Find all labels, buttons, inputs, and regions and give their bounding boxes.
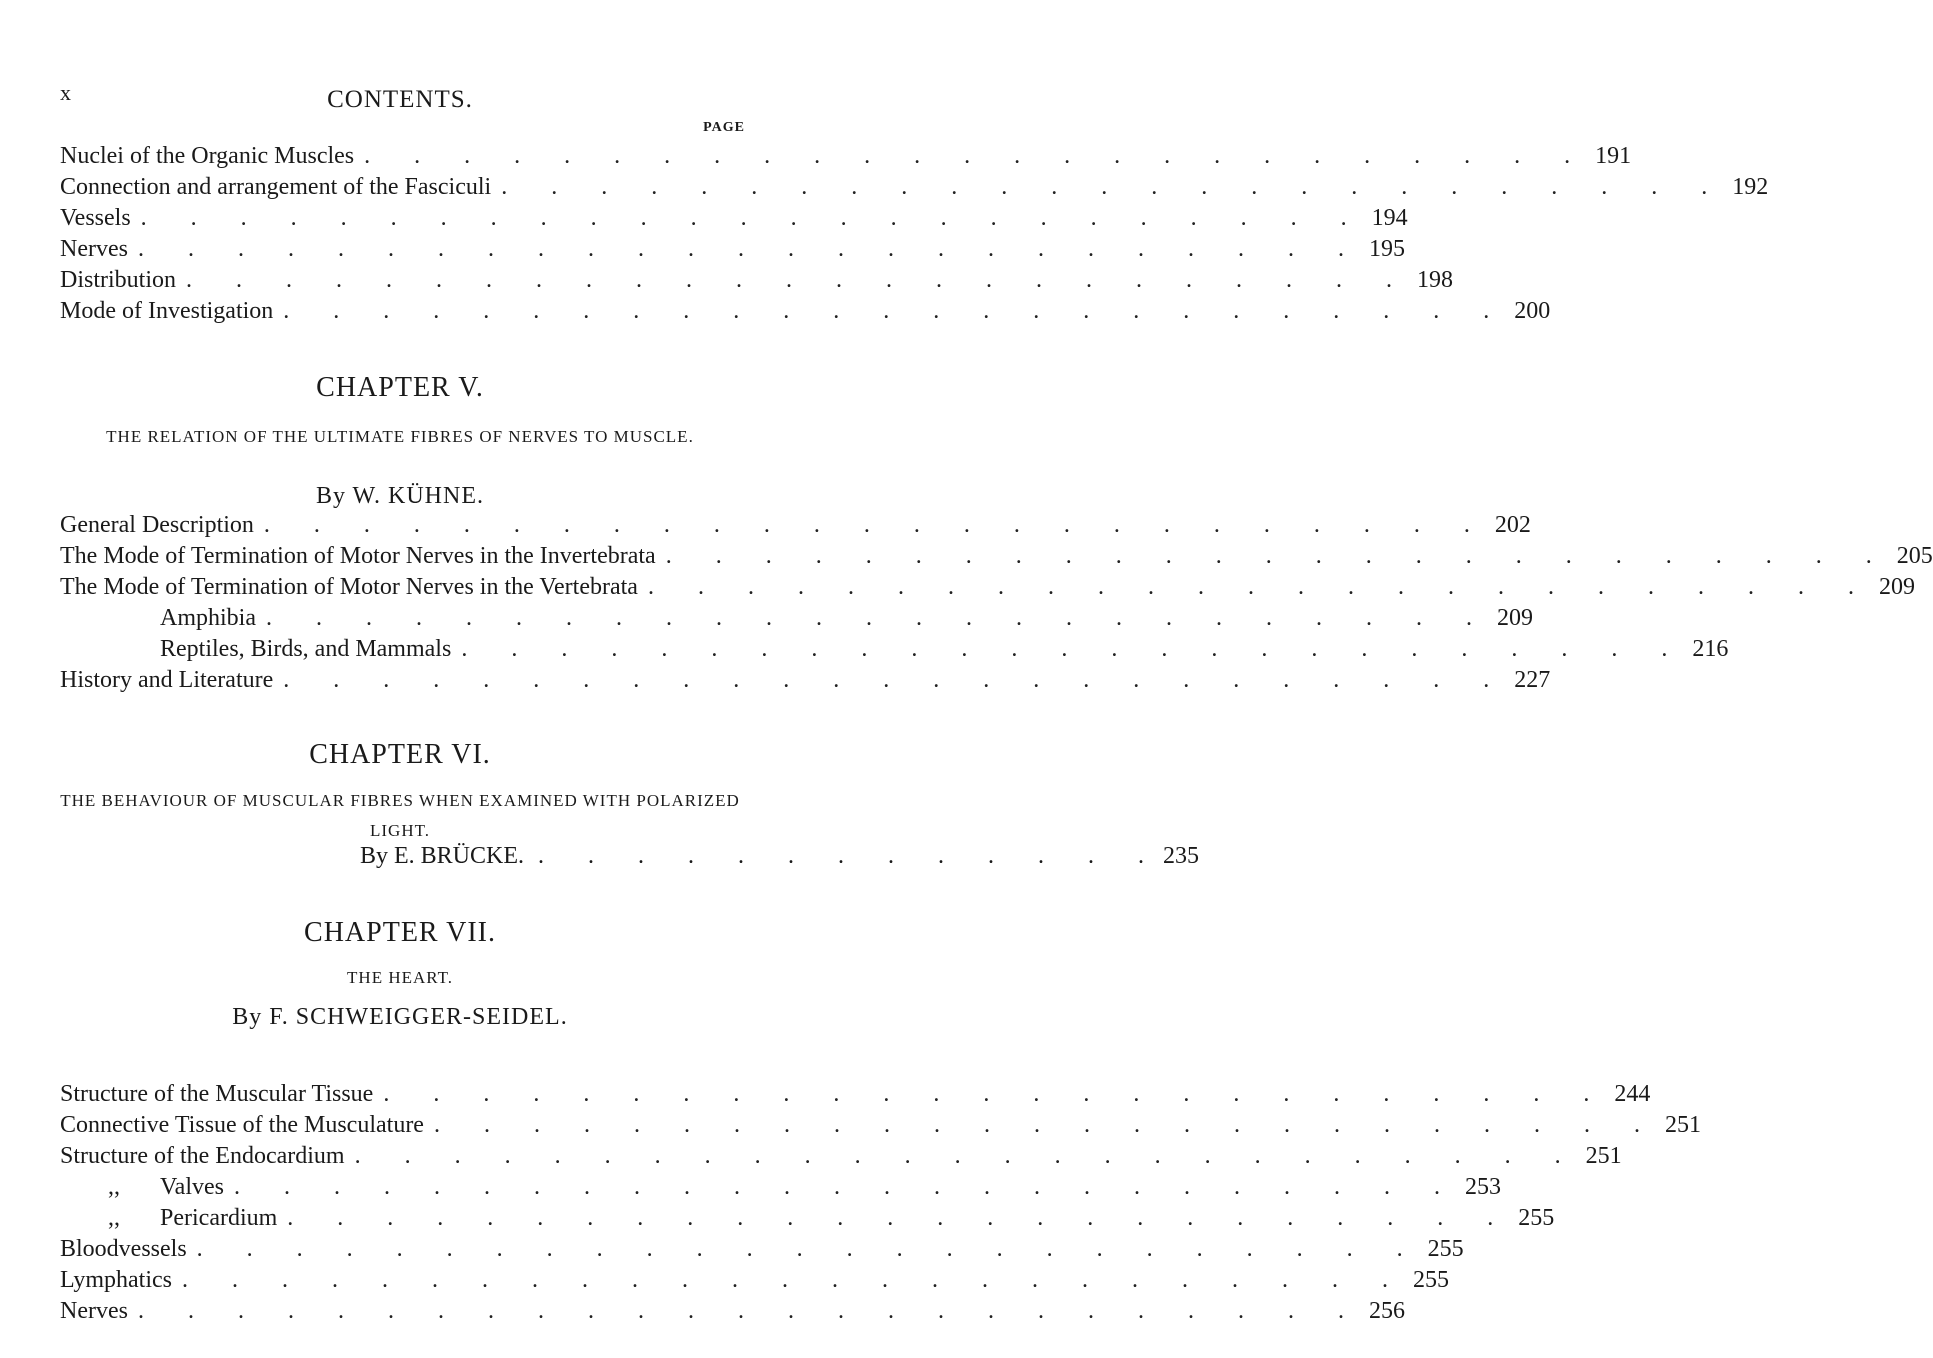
- toc-entry-title: Nuclei of the Organic Muscles: [60, 143, 355, 169]
- toc-entry: [60, 665, 1551, 695]
- ditto-mark: ,,: [108, 1174, 120, 1200]
- chapter-subtitle: THE BEHAVIOUR OF MUSCULAR FIBRES WHEN EXAMINED WITH POLARIZED LIGHT.: [60, 791, 740, 840]
- toc-entry-title: Connection and arrangement of the Fasciculi: [60, 174, 492, 200]
- dot-leader: . . . . . . . . . . . . . . . . . . . . . . . . .: [137, 236, 1363, 262]
- ditto-mark: ,,: [108, 1205, 120, 1231]
- dot-leader: . . . . . . . . . . . . . . . . . . . . . . . . .: [283, 667, 1509, 693]
- dot-leader: . . . . . . . . . . . . . . . . . . . . . . . . .: [196, 1236, 1422, 1262]
- toc-entry: [60, 1265, 1449, 1295]
- toc-entry: [60, 203, 1408, 233]
- chapter-author: By W. KÜHNE.: [315, 483, 484, 509]
- toc-entry-title: Vessels: [60, 205, 131, 231]
- toc-entry: [60, 234, 1405, 264]
- toc-entry: [60, 141, 1632, 171]
- dot-leader: . . . . . . . . . . . . . . . . . . . . . . . . .: [263, 512, 1489, 538]
- dot-leader: . . . . . . . . . . . . .: [538, 843, 1164, 869]
- toc-entry-page: 244: [1614, 1081, 1651, 1107]
- toc-entry: [60, 603, 1533, 633]
- toc-entry-title: Connective Tissue of the Musculature: [60, 1112, 424, 1138]
- toc-entry: [60, 572, 1915, 602]
- dot-leader: . . . . . . . . . . . . . . . . . . . . . . . . .: [181, 1267, 1407, 1293]
- toc-entry-title: ,, Pericardium: [108, 1205, 278, 1231]
- toc-entry-title: ,, Valves: [108, 1174, 224, 1200]
- toc-entry-page: 198: [1417, 267, 1454, 293]
- chapter-subtitle: THE RELATION OF THE ULTIMATE FIBRES OF NERVES TO MUSCLE.: [106, 427, 694, 446]
- toc-entry-page: 194: [1371, 205, 1408, 231]
- toc-entry: [60, 1203, 1555, 1233]
- toc-entry-title: Distribution: [60, 267, 177, 293]
- toc-entry-page: 251: [1585, 1143, 1622, 1169]
- toc-entry: [60, 1110, 1701, 1140]
- toc-entry-page: 255: [1518, 1205, 1555, 1231]
- chapter-author: By F. SCHWEIGGER-SEIDEL.: [232, 1004, 568, 1030]
- toc-entry-page: 192: [1732, 174, 1769, 200]
- dot-leader: . . . . . . . . . . . . . . . . . . . . . . . . .: [140, 205, 1366, 231]
- toc-entry-title: Reptiles, Birds, and Mammals: [160, 636, 452, 662]
- dot-leader: . . . . . . . . . . . . . . . . . . . . . . . . .: [433, 1112, 1659, 1138]
- toc-entry-title: Bloodvessels: [60, 1236, 187, 1262]
- dot-leader: . . . . . . . . . . . . . . . . . . . . . . . . .: [186, 267, 1412, 293]
- toc-entry-title: Mode of Investigation: [60, 298, 274, 324]
- dot-leader: . . . . . . . . . . . . . . . . . . . . . . . . .: [665, 543, 1891, 569]
- dot-leader: . . . . . . . . . . . . . . . . . . . . . . . . .: [287, 1205, 1513, 1231]
- chapter-author: By E. BRÜCKE.: [360, 843, 525, 869]
- page-column-label: PAGE: [703, 120, 745, 135]
- toc-entry-title: Nerves: [60, 1298, 128, 1324]
- toc-entry-page: 200: [1514, 298, 1551, 324]
- toc-entry-title: History and Literature: [60, 667, 274, 693]
- toc-entry: [60, 510, 1531, 540]
- chapter-heading: CHAPTER VI.: [309, 739, 491, 770]
- toc-entry-page: 209: [1497, 605, 1533, 631]
- toc-entry-page: 256: [1368, 1298, 1405, 1324]
- toc-entry-page: 216: [1692, 636, 1729, 662]
- dot-leader: . . . . . . . . . . . . . . . . . . . . . . . . .: [364, 143, 1590, 169]
- toc-entry: [60, 172, 1769, 202]
- dot-leader: . . . . . . . . . . . . . . . . . . . . . . . . .: [501, 174, 1727, 200]
- toc-entry-title: The Mode of Termination of Motor Nerves in the Invertebrata: [60, 543, 656, 569]
- toc-entry: [60, 634, 1729, 664]
- toc-entry-page: 209: [1878, 574, 1915, 600]
- toc-entry-title: Amphibia: [160, 605, 256, 631]
- toc-entry-page: 253: [1464, 1174, 1501, 1200]
- toc-entry-title: Structure of the Muscular Tissue: [60, 1081, 374, 1107]
- toc-entry: [60, 265, 1454, 295]
- toc-entry-page: 235: [1163, 843, 1200, 869]
- dot-leader: . . . . . . . . . . . . . . . . . . . . . . . . .: [266, 605, 1491, 631]
- toc-entry: [60, 1141, 1622, 1171]
- toc-entry-page: 191: [1595, 143, 1632, 169]
- toc-entry-page: 202: [1494, 512, 1531, 538]
- dot-leader: . . . . . . . . . . . . . . . . . . . . . . . . .: [283, 298, 1509, 324]
- toc-entry-page: 195: [1368, 236, 1405, 262]
- dot-leader: . . . . . . . . . . . . . . . . . . . . . . . . .: [383, 1081, 1609, 1107]
- toc-entry-page: 255: [1412, 1267, 1449, 1293]
- chapter-heading: CHAPTER V.: [316, 372, 484, 403]
- toc-entry-page: 251: [1664, 1112, 1701, 1138]
- toc-entry: [60, 541, 1933, 571]
- toc-entry: [60, 1172, 1501, 1202]
- toc-entry: [60, 1079, 1651, 1109]
- running-title: CONTENTS.: [327, 86, 473, 113]
- toc-entry-title: The Mode of Termination of Motor Nerves in the Vertebrata: [60, 574, 638, 600]
- toc-entry-title: Lymphatics: [60, 1267, 172, 1293]
- chapter-heading: CHAPTER VII.: [304, 917, 496, 948]
- toc-entry-page: 255: [1427, 1236, 1464, 1262]
- toc-entry-page: 227: [1514, 667, 1551, 693]
- dot-leader: . . . . . . . . . . . . . . . . . . . . . . . . .: [137, 1298, 1363, 1324]
- chapter-author-entry: [360, 841, 1200, 871]
- toc-entry: [60, 296, 1551, 326]
- toc-entry-title: General Description: [60, 512, 254, 538]
- dot-leader: . . . . . . . . . . . . . . . . . . . . . . . . .: [461, 636, 1687, 662]
- dot-leader: . . . . . . . . . . . . . . . . . . . . . . . . .: [647, 574, 1873, 600]
- chapter-subtitle: THE HEART.: [347, 968, 453, 987]
- toc-entry-title: Nerves: [60, 236, 128, 262]
- toc-entry: [60, 1234, 1464, 1264]
- dot-leader: . . . . . . . . . . . . . . . . . . . . . . . . .: [233, 1174, 1459, 1200]
- toc-entry-page: 205: [1896, 543, 1933, 569]
- page-numeral: x: [60, 80, 71, 105]
- toc-entry-title: Structure of the Endocardium: [60, 1143, 345, 1169]
- toc-entry: [60, 1296, 1405, 1326]
- dot-leader: . . . . . . . . . . . . . . . . . . . . . . . . .: [354, 1143, 1580, 1169]
